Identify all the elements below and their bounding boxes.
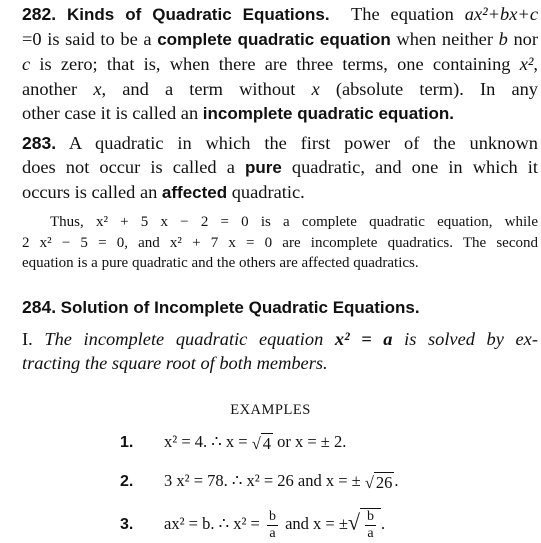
sqrt-sign: √ 26 [364,472,393,492]
section-282-line-2 [22,27,538,52]
example-note [22,212,538,274]
section-283-line-2 [22,155,538,180]
section-283-line-1 [22,131,538,155]
example-3 [120,508,385,542]
example-number: 1. [120,434,134,451]
section-282-line-5 [22,101,538,126]
section-282-line-3 [22,52,538,76]
section-number: 282. [22,4,57,24]
text-run: . [380,513,386,533]
text-run: (absolute term). In any [319,78,538,99]
fraction [267,509,278,542]
radicand: 26 [375,472,393,492]
rule-numeral: I. [22,329,33,349]
text-run: quadratic. [227,182,305,203]
text-run: does not occur is called a [22,157,245,178]
text-run: ax² = b. ∴ x² = [164,513,264,533]
radicand: 4 [262,433,271,453]
equation: ax²+bx+c [464,4,538,24]
text-run: The incomplete quadratic equation [44,329,335,349]
text-run: quadratic, and one in which it [281,157,538,178]
text-run: , and a term without [101,78,312,99]
rule-I [22,327,538,375]
text-run: The equation [351,4,465,24]
sqrt-sign: √ $\frac{b}{a}$ [348,508,381,542]
term-incomplete: incomplete quadratic equation. [202,103,455,123]
note-line-1: Thus, x² + 5 x − 2 = 0 is a complete quadratic equation, while [50,214,538,230]
examples-title: EXAMPLES [230,402,311,418]
denominator: a [269,525,276,541]
numerator: b [268,508,276,524]
text-run: A quadratic in which the first power of the unknown [68,133,538,153]
example-number: 3. [120,515,134,533]
rule-I-line-1 [22,327,538,351]
section-283-line-3 [22,180,538,205]
section-heading: Solution of Incomplete Quadratic Equations. [60,298,420,317]
text-run: and x = ± [280,513,348,533]
text-run: . [394,471,399,490]
term-affected: affected [161,183,228,203]
example-2 [120,471,399,493]
section-number: 283. [22,133,57,153]
section-284 [22,295,538,320]
radicand [360,508,381,542]
text-run: or x = ± 2. [273,432,347,451]
text-run: 3 x² = 78. ∴ x² = 26 and x = ± [164,471,365,490]
text-run: =0 is said to be a [22,29,158,50]
fraction [365,509,376,542]
section-282-line-1 [22,2,538,27]
text-run: is solved by ex- [392,329,538,349]
numerator: b [366,509,374,524]
variable: b [498,29,508,50]
section-number: 284. [22,297,57,317]
rule-I-line-2 [22,351,538,375]
section-282-line-4 [22,77,538,101]
example-1 [120,432,346,454]
term-complete: complete quadratic equation [157,30,391,50]
section-282 [22,2,538,126]
variable: c [22,54,31,75]
section-283 [22,131,538,206]
note-line-3: equation is a pure quadratic and the others are affected quadratics. [22,255,419,272]
text-run: is zero; that is, when there are three terms, one containing [30,54,520,75]
section-heading: Kinds of Quadratic Equations. [66,5,330,24]
variable: x², [519,54,538,75]
text-run: other case it is called an [22,102,203,123]
example-number: 2. [120,473,134,490]
variable: x [93,78,102,99]
text-run: when neither [390,29,499,50]
text-run: x² = 4. ∴ x = [164,432,252,451]
note-line-2: 2 x² − 5 = 0, and x² + 7 x = 0 are incomplete quadratics. The second [22,234,538,251]
term-pure: pure [244,158,282,178]
variable: x [311,78,320,99]
text-run: nor [507,29,538,50]
denominator: a [367,526,374,541]
sqrt-sign: √ 4 [251,433,271,453]
text-run: occurs is called an [22,182,162,203]
text-run: tracting the square root of both members. [22,353,328,374]
equation: x² = a [334,329,393,349]
text-run: another [22,78,94,99]
